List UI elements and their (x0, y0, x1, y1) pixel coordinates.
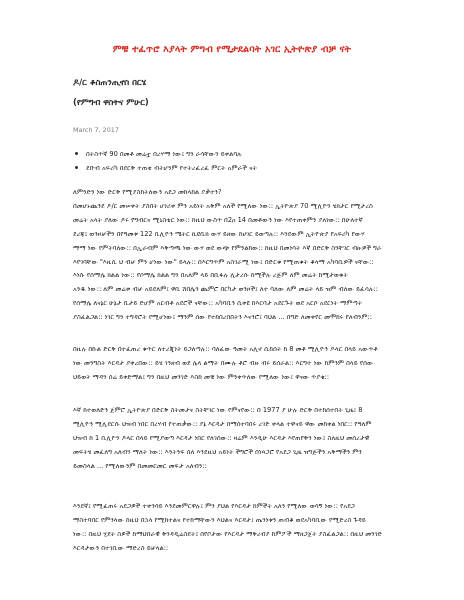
paragraph-line: እርዳታውን በተገቢው ማድረስ ይቻላል:: (73, 543, 169, 552)
paragraph-line: እየገባቸው "እዚሲ ህ ብቻ ምን ሆነው ነው" ይላሉ:: በእርግጥም አስገራሚ ነው፤ በድርቁ የሚጠቁት ቆላማ አካባቢዎች ናቸው:: (73, 257, 374, 266)
body-paragraph-2 (73, 343, 395, 385)
paragraph-line: ነው መንግስት እርዳታ ያቀረበው:: ይሄ ገንዘብ ወደ ሌላ ልማት በሙሉ ቶሮ ብዙ ብሩ ይሰራል:: እርግተ ነው ከምንም በላይ የሰው (73, 358, 374, 367)
paragraph-line: በዚሉ በኩል ድርቅ በተፈጠረ ቁጥር ለተረጂነት ይጋለጣሉ:: ባለፈው ዓመት አሊኖ ሲከሰት ከ 8 መቶ ሚሊዮን ዶላር በላይ አውጥቶ (73, 345, 378, 353)
paragraph-line: በመሆኑጨንደ ዶ/ር መሠቀት ያስበት ሆነሪቀ ምን አይነት አቅም አለች የሚለው ነው:: ኢትዮጵያ 70 ሚሊዮን ሄክታር የሚታረስ (73, 201, 373, 210)
paragraph-line: ህይወት ማዳን ሰሬ ይቀድማል፤ ግን በዚህ መንገድ እስከ መቼ ነው ምንቀጥለው የሚለው ነው፤ ዋናው ጥያቄ:: (73, 372, 330, 381)
article-author: ዶ/ር ቆስጠንጢኖስ በርሄ (73, 77, 147, 87)
paragraph-line: ነው:: በዚህ ሂደት ስዎች ከማህበራዊ ቅንዳዲሬስደት፤ በየቦታው የእርዳታ ማቅረብያ ከምፖች ማዘጋጀት ያስፈልጋል:: በዚህ መንገድ (73, 529, 383, 538)
paragraph-line: ያስፈልጋል:: ነገር ግን ተግዳሮት የሚሆነው፤ ማንም ሰው የተከበረበበትን እናንሮ፤ ባህል ... በግድ ለመቀየር መሞከሩ የለብንም:: (73, 313, 372, 322)
paragraph-line: ሚሊዮን ሚሊደርሱ ህዝብ ነበር በረሃብ የተጠቃው:: ያኔ እርዳታ በማሰተባበሩ ረገድ ቀላል ተዋናይ ዋው መከቀል ነበር:: የዓለም (73, 419, 372, 428)
bullet-text: ደቡብ አፍሪካ በደርቅ ተጠቂ ብትሆንም የተትረፈረፈ ምርት አምራች ናት (86, 164, 258, 172)
paragraph-line: ማማ ነው የምትባለው:: በኢራብም እቅጣጫ ነው ውሃ ወደ ውጭ የምንልከው:: ከዚህ በመነሳት እኛ በድርቅ ስንቸገር ብዙዎች ግራ (73, 243, 382, 252)
paragraph-line: ማስተባበር የምንላው ከዚህ በኋላ የሚከተልና የተከማቸውን እህልና እርዳታ፤ ጤንነቱን ጠብቆ ወደአካባቢው የሚድረስ ጉዳይ (73, 515, 366, 524)
paragraph-line: መሬት አላት ያለው ዶሩ የግብርና ሚኒስቴር ነው:: ከዚህ ውስጥ በ2ዐ 14 በመቶውን ነው እየተጠቀምን ያለነው:: በሁለተኛ (73, 215, 363, 224)
paragraph-line: እንደኛ፤ የሚፈጠሩ አደጋዎች ተቀንሳይ እንደመምርዋሉ፤ ምን ያህል የእርዳታ ከምችት አለን የሚለው ወሳኝ ነው:: የአደጋ (73, 502, 355, 510)
paragraph-line: ህዝብ ከ 1 ቢሊዮን ዶላር በላይ የሚያወጣ እርዳታ ነበር የለገሰው:: ዛሬም እንዲሁ እርዳታ እየጠየቅን ነው፤ ስለዚህ መሰረታዊ (73, 433, 370, 442)
summary-bullets (73, 147, 257, 175)
paragraph-line: መፍትሄ መፈለግ አለብን ማለት ነው:: እንትንፍ ሰለ እንደዚህ አይነት ችግሮች በነጻጋሮ የአደጋ ጊዜ ዝግጅችን አቅማችን ምን (73, 447, 362, 456)
author-role: (የምግብ ዋስትና ምሁር) (73, 97, 149, 107)
bullet-dot-icon (75, 166, 78, 169)
article-title: ምቹ ተፈጥሮ እያላት ምግብ የሚታደልባት አገር ኢትዮጵያ ብቻ ናት (112, 44, 352, 55)
bullet-text: በትስጥኛ 90 በመቶ መሬቷ በረሃማ ነው፤ ግን ራሳቸውን ይቀልባሉ (86, 150, 242, 158)
body-paragraph-3 (73, 404, 395, 474)
bullet-item (73, 147, 257, 161)
paragraph-line: ደረጃ፤ ወንዞቻችን በየዓመቱ 122 ቢሊዮን ሜትር ኪዩቢክ ውሃ ይዘው ከሀገር ይወጣሉ:: እንደውም ኢትዮጵያ የአፍሪካ የውሃ (73, 229, 365, 238)
paragraph-line: ለምንድን ነው ድርቅ የሚያስከትለውን አደጋ መከላከል ያቃተን? (73, 188, 222, 196)
paragraph-line: ይመስላል ... የሚለውንም በመመርመር መፍታ አለብን:: (73, 461, 207, 470)
paragraph-line: አንዱ ነው:: ለም መሬቱ ብቻ አይደለም፤ ዋቢ ሸበሌን ጨምሮ በርካታ ወንዞች፤ ለተ ባለው ለም መሬት ላይ ዝም ብለው ይፈሳሉ:: (73, 285, 379, 294)
body-paragraph-1 (73, 186, 395, 325)
bullet-item (73, 161, 257, 175)
body-paragraph-4 (73, 500, 395, 556)
paragraph-line: የሰማሌ ለናኔር ሁኔታ ቢታይ ድሆም አርብቶ አደሮች ናቸው:: አካባቢን ሲቀዩ ከእርባታ አደርጉት ወደ አርሶ አደርነት ማምጣት (73, 299, 363, 308)
paragraph-line: እኛ ከተወለድን ጀምሮ ኢትዮጵያ በድርቅ ስትመታና ስትቸገር ነው የምናየው:: በ 1977 ያ ሁሉ ድርቅ በተከሰተበት ጊዜ፤ 8 (73, 406, 363, 414)
paragraph-line: እነሱ የሰማሌ ክልል ነው:: የሶማሌ ክልል ግን በአለም ላይ በቢፋሉ ሊታረሱ ከሚችሉ ረጅም ለም መሬት ከሚታወቁት (73, 271, 348, 280)
publish-date: March 7, 2017 (73, 126, 119, 134)
bullet-dot-icon (75, 152, 78, 155)
